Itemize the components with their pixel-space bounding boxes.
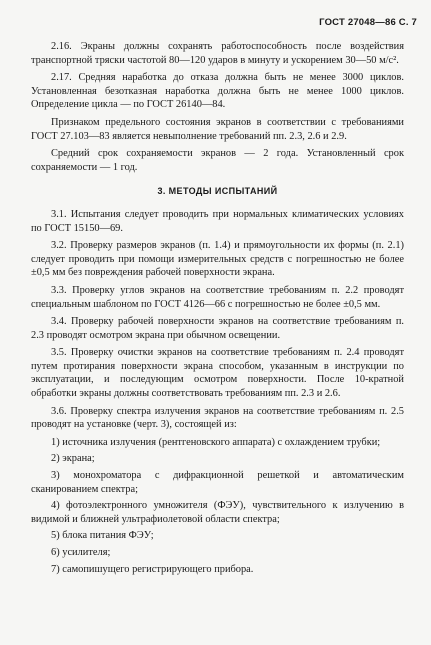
- page-body: [31, 40, 404, 579]
- paragraph-2-16: 2.16. Экраны должны сохранять работоспособность после воздействия транспортной тряски частотой 80—120 ударов в минуту и ускорением 30—50 м/с².: [31, 41, 404, 66]
- paragraph-3-6: 3.6. Проверку спектра излучения экранов на соответствие требованиям п. 2.5 проводят на установке (черт. 3), состоящей из:: [31, 405, 404, 431]
- list-item: 1) источника излучения (рентгеновского аппарата) с охлаждением трубки;: [51, 436, 381, 448]
- paragraph-3-5: 3.5. Проверку очистки экранов на соответствие требованиям п. 2.4 проводят путем протирания поверхности экрана способом, указанным в инструкции по эксплуатации, и последующим осмотром поверхности. После 10-кратной обработки экраны должны соответствовать требованиям пп. 2.3 и 2.6.: [31, 347, 404, 400]
- paragraph-3-2: 3.2. Проверку размеров экранов (п. 1.4) и прямоугольности их формы (п. 2.1) следует проводить при помощи измерительных средств с погрешностью не более ±0,5 мм без повреждения рабочей поверхности экрана.: [31, 240, 404, 279]
- paragraph-3-3: 3.3. Проверку углов экранов на соответствие требованиям п. 2.2 проводят специальным шаблоном по ГОСТ 4126—66 с погрешностью не более ±0,5 мм.: [31, 284, 404, 310]
- paragraph-3-4: 3.4. Проверку рабочей поверхности экранов на соответствие требованиям п. 2.3 проводят осмотром экрана при обычном освещении.: [31, 316, 404, 341]
- list-item: 3) монохроматора с дифракционной решеткой и автоматическим сканированием спектра;: [31, 470, 404, 495]
- paragraph-2-17: 2.17. Средняя наработка до отказа должна быть не менее 3000 циклов. Установленная безотказная наработка должна быть не менее 1000 циклов. Определение цикла — по ГОСТ 26140—84.: [31, 72, 404, 111]
- paragraph-limit-state: Признаком предельного состояния экранов в соответствии с требованиями ГОСТ 27.103—83 является невыполнение требований пп. 2.3, 2.6 и 2.9.: [31, 116, 404, 142]
- list-item: 7) самопишущего регистрирующего прибора.: [51, 563, 254, 575]
- list-item: 6) усилителя;: [51, 547, 111, 558]
- paragraph-storage-life: Средний срок сохраняемости экранов — 2 года. Установленный срок сохраняемости — 1 год.: [31, 148, 404, 173]
- list-item: 4) фотоэлектронного умножителя (ФЭУ), чувствительного к излучению в видимой и ближней ультрафиолетовой области спектра;: [31, 500, 404, 525]
- section-title: 3. МЕТОДЫ ИСПЫТАНИЙ: [157, 186, 278, 197]
- page-header: ГОСТ 27048—86 С. 7: [319, 17, 417, 28]
- list-item: 5) блока питания ФЭУ;: [51, 530, 154, 542]
- paragraph-3-1: 3.1. Испытания следует проводить при нормальных климатических условиях по ГОСТ 15150—69.: [31, 208, 404, 234]
- list-item: 2) экрана;: [51, 453, 95, 465]
